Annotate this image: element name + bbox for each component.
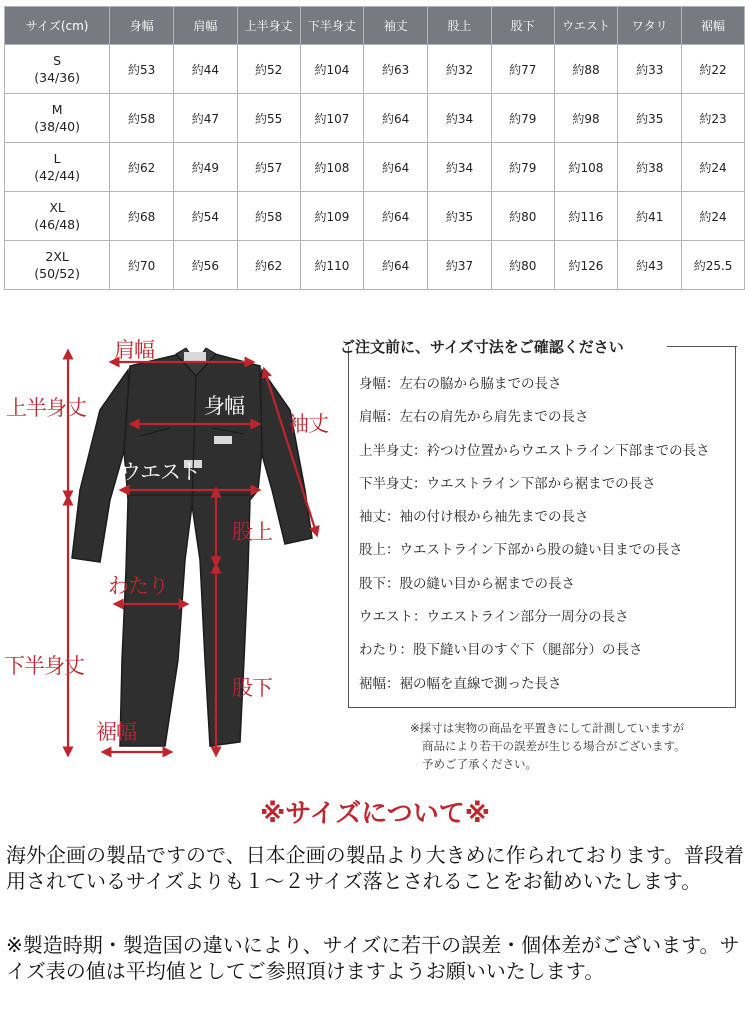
table-cell: 約57 [237, 143, 300, 192]
note-item: 下半身丈：ウエストライン下部から裾までの長さ [359, 475, 656, 492]
table-cell: 約24 [682, 192, 745, 241]
note-item: 身幅：左右の脇から脇までの長さ [359, 376, 562, 392]
size-range: (50/52) [34, 266, 81, 281]
table-cell: 約53 [110, 45, 174, 94]
note-item: 裾幅：裾の幅を直線で測った長さ [359, 675, 562, 692]
table-cell: 約54 [174, 192, 238, 241]
size-name: L [53, 151, 61, 166]
table-cell: 約49 [174, 143, 238, 192]
footnote-line: 商品により若干の誤差が生じる場合がございます。 [422, 739, 686, 753]
table-cell: 約64 [364, 241, 428, 290]
table-cell: 約23 [682, 94, 745, 143]
table-cell: 約43 [618, 241, 682, 290]
label-susohaba: 裾幅 [96, 720, 136, 744]
header-cell: 肩幅 [174, 7, 238, 45]
table-cell: 約22 [682, 45, 745, 94]
table-cell: 約80 [491, 192, 554, 241]
note-item: 袖丈：袖の付け根から袖先までの長さ [359, 509, 589, 526]
size-name: 2XL [45, 249, 69, 264]
measurement-footnote [410, 719, 740, 773]
size-cell [5, 241, 110, 290]
notes-title: ご注文前に、サイズ寸法をご確認ください [340, 338, 624, 356]
table-cell: 約25.5 [682, 241, 745, 290]
coverall-measurement-diagram [0, 300, 340, 780]
table-cell: 約47 [174, 94, 238, 143]
table-cell: 約62 [110, 143, 174, 192]
note-item: 上半身丈：衿つけ位置からウエストライン下部までの長さ [359, 442, 710, 459]
note-item: 股上：ウエストライン下部から股の縫い目までの長さ [359, 542, 683, 559]
size-range: (46/48) [34, 217, 81, 232]
table-cell: 約63 [364, 45, 428, 94]
header-cell: 裾幅 [682, 7, 745, 45]
table-cell: 約37 [428, 241, 492, 290]
table-cell: 約34 [428, 143, 492, 192]
note-item: ウエスト：ウエストライン部分一周分の長さ [359, 609, 629, 626]
table-cell: 約98 [554, 94, 618, 143]
size-variance-paragraph: ※製造時期・製造国の違いにより、サイズに若干の誤差・個体差がございます。サイズ表の値は平均値としてご参照頂けますようお願いいたします。 [6, 933, 740, 983]
note-item: 肩幅：左右の肩先から肩先までの長さ [359, 409, 589, 426]
header-cell: ワタリ [618, 7, 682, 45]
size-name: S [53, 53, 62, 68]
note-item: わたり：股下縫い目のすぐ下（腿部分）の長さ [359, 642, 643, 659]
label-jouhanshin: 上半身丈 [6, 396, 86, 420]
measurement-notes-box [348, 346, 736, 708]
table-row [5, 241, 745, 290]
table-cell: 約52 [237, 45, 300, 94]
header-cell: ウエスト [554, 7, 618, 45]
label-watari: わたり [108, 574, 168, 598]
footnote-line: ※採寸は実物の商品を平置きにして計測していますが [410, 721, 685, 735]
table-cell: 約44 [174, 45, 238, 94]
table-cell: 約33 [618, 45, 682, 94]
size-name: M [51, 102, 63, 117]
label-mihaba: 身幅 [204, 394, 244, 418]
table-cell: 約88 [554, 45, 618, 94]
size-advice-paragraph: 海外企画の製品ですので、日本企画の製品より大きめに作られております。普段着用されているサイズよりも１～２サイズ落とされることをお勧めいたします。 [6, 843, 744, 893]
table-cell: 約34 [428, 94, 492, 143]
size-name: XL [49, 200, 65, 215]
table-cell: 約70 [110, 241, 174, 290]
measurement-notes-list [359, 372, 710, 705]
size-table [4, 6, 745, 290]
coverall-shape [72, 354, 312, 746]
table-row [5, 143, 745, 192]
table-cell: 約32 [428, 45, 492, 94]
header-cell: 股下 [491, 7, 554, 45]
table-cell: 約79 [491, 94, 554, 143]
size-range: (34/36) [34, 70, 81, 85]
header-size: サイズ(cm) [5, 7, 110, 45]
label-matagami: 股上 [232, 520, 272, 544]
table-cell: 約126 [554, 241, 618, 290]
table-cell: 約62 [237, 241, 300, 290]
label-kahanshin: 下半身丈 [4, 654, 84, 678]
table-row [5, 94, 745, 143]
table-header-row [5, 7, 745, 45]
size-section-heading: ※サイズについて※ [260, 799, 490, 829]
label-katahaba: 肩幅 [114, 338, 154, 362]
header-cell: 股上 [428, 7, 492, 45]
label-matashita: 股下 [232, 676, 272, 700]
table-row [5, 45, 745, 94]
header-cell: 身幅 [110, 7, 174, 45]
label-waist: ウエスト [120, 460, 200, 484]
table-cell: 約38 [618, 143, 682, 192]
table-cell: 約64 [364, 143, 428, 192]
label-sodetake: 袖丈 [288, 412, 328, 436]
table-cell: 約108 [300, 143, 364, 192]
table-cell: 約80 [491, 241, 554, 290]
size-range: (42/44) [34, 168, 81, 183]
table-cell: 約41 [618, 192, 682, 241]
table-cell: 約107 [300, 94, 364, 143]
table-cell: 約109 [300, 192, 364, 241]
table-cell: 約104 [300, 45, 364, 94]
table-cell: 約35 [428, 192, 492, 241]
notes-title-divider [667, 346, 737, 347]
note-item: 股下：股の縫い目から裾までの長さ [359, 575, 575, 592]
table-row [5, 192, 745, 241]
header-cell: 下半身丈 [300, 7, 364, 45]
size-cell [5, 192, 110, 241]
table-cell: 約79 [491, 143, 554, 192]
table-cell: 約35 [618, 94, 682, 143]
table-cell: 約55 [237, 94, 300, 143]
coverall-illustration [0, 300, 340, 780]
table-cell: 約108 [554, 143, 618, 192]
table-cell: 約64 [364, 192, 428, 241]
table-cell: 約77 [491, 45, 554, 94]
table-cell: 約58 [110, 94, 174, 143]
size-range: (38/40) [34, 119, 81, 134]
table-cell: 約56 [174, 241, 238, 290]
table-cell: 約116 [554, 192, 618, 241]
size-cell [5, 94, 110, 143]
size-cell [5, 143, 110, 192]
footnote-line: 予めご了承ください。 [422, 757, 537, 771]
table-cell: 約24 [682, 143, 745, 192]
header-cell: 袖丈 [364, 7, 428, 45]
table-cell: 約68 [110, 192, 174, 241]
size-cell [5, 45, 110, 94]
table-cell: 約110 [300, 241, 364, 290]
table-cell: 約64 [364, 94, 428, 143]
header-cell: 上半身丈 [237, 7, 300, 45]
table-cell: 約58 [237, 192, 300, 241]
